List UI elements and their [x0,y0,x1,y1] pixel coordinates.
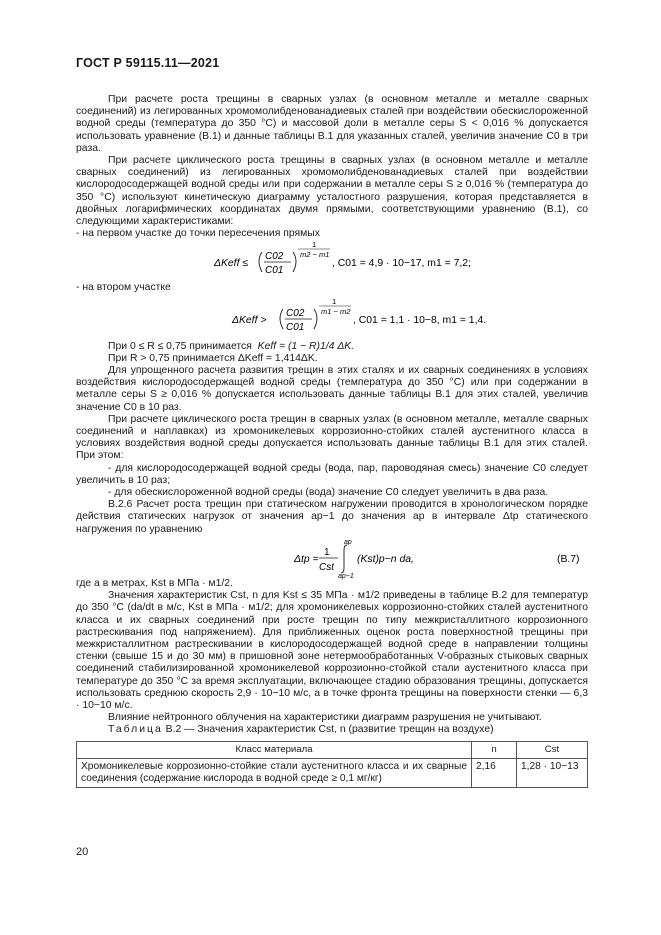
table-caption [76,724,588,736]
r-low-prefix: При 0 ≤ R ≤ 0,75 принимается [108,340,252,352]
paragraph: В.2.6 Расчет роста трещин при статическом нагружении проводится в хронологическом порядке действия статических нагрузок от значения ap−1 до значения ap в интервале Δtp статического нагружения по уравнению [76,499,588,535]
table-header-row [77,741,588,758]
exponent-denominator: m2 − m1 [300,250,330,260]
page-number: 20 [76,846,89,858]
table-caption-prefix: Таблица [108,724,163,736]
fraction-numerator: C02 [286,307,305,319]
paragraph-r-low [76,341,588,353]
paragraph: - на первом участке до точки пересечения прямых [76,228,320,240]
paren-left [280,309,283,329]
header-cst: Cst [517,741,588,758]
formula-b7-svg [76,540,588,578]
table-b2 [76,741,588,788]
fraction-numerator: 1 [324,546,330,558]
cell-cst: 1,28 · 10−13 [517,758,588,787]
formula-keff: Keff = (1 − R)1/4 ΔK. [257,340,355,352]
exponent-numerator: 1 [312,240,317,250]
page-content [76,94,588,788]
table-row [77,758,588,787]
formula-number: (В.7) [557,553,580,565]
exponent-numerator: 1 [332,296,337,306]
document-header: ГОСТ Р 59115.11—2021 [76,56,220,70]
paragraph: - для обескислороженной водной среды (вода) значение C0 следует увеличить в два раза. [108,487,549,499]
paragraph: - для кислородосодержащей водной среды (вода, пар, пароводяная смесь) значение C0 следует увеличить в 10 раз; [76,462,588,486]
formula-second-svg [76,295,588,341]
formula-first-svg [76,240,588,282]
exponent-denominator: m1 − m2 [321,306,351,316]
fraction-denominator: C01 [286,321,305,333]
header-n: n [472,741,517,758]
header-material: Класс материала [77,741,472,758]
paren-left [259,252,262,272]
paragraph: Влияние нейтронного облучения на характеристики диаграмм разрушения не учитывают. [108,712,542,724]
formula-second-section [76,295,588,341]
integral-lower-limit: ap−1 [338,572,354,580]
table-caption-text: В.2 — Значения характеристик Cst, n (развитие трещин на воздухе) [165,724,494,736]
paragraph: При R > 0,75 принимается ΔKeff = 1,414ΔK. [108,352,318,364]
fraction-numerator: C02 [265,251,284,263]
paragraph: - на втором участке [76,282,171,294]
paren-right [293,252,296,272]
paragraph: При расчете циклического роста трещин в сварных узлах (в основном металле, металле сварных соединений и наплавках) из хромоникелевых коррозионно-стойких сталей аустенитного класса в условиях воздействия водной среды допускается использовать данные таблицы В.1 для этих сталей. При этом: [76,413,588,462]
fraction-denominator: C01 [265,265,284,277]
formula-params: , C01 = 1,1 · 10−8, m1 = 1,4. [353,314,487,326]
paragraph: Для упрощенного расчета развития трещин в этих сталях и их сварных соединениях в условиях воздействия кислородосодержащей водной среды (температура до 350 °С) или при содержании в металле серы S ≥ 0,016 % допускается использовать данные таблицы В.1 для этих сталей, увеличив значение C0 в 10 раз. [76,365,588,413]
cell-material: Хромоникелевые коррозионно-стойкие стали аустенитного класса и их сварные соединения (содержание кислорода в водной среде ≥ 0,1 мг/кг) [77,758,472,787]
formula-lhs: Δtp = [294,553,319,565]
formula-lhs: ΔKeff ≤ [214,258,249,270]
paragraph: где a в метрах, Kst в МПа · м1/2. [76,577,233,589]
formula-params: , C01 = 4,9 · 10−17, m1 = 7,2; [332,258,471,270]
integrand: (Kst)p−n da, [357,553,414,565]
paragraph: При расчете циклического роста трещины в сварных узлах (в основном металле и металле сварных соединений) из легированных хромомолибденованадиевых сталей при воздействии кислородосодержащей водной среды или при содержании в металле серы S ≥ 0,016 % (температура до 350 °С) используют кинетическую диаграмму усталостного разрушения, которая представляется в двойных логарифмических координатах двумя прямыми, соответствующими уравнению (В.1), со следующими характеристиками: [76,155,588,228]
integral-upper-limit: ap [344,538,352,546]
fraction-denominator: Cst [319,561,334,573]
formula-b7 [76,540,588,578]
paragraph: При расчете роста трещины в сварных узлах (в основном металле и металле сварных соединений) из легированных хромомолибденованадиевых сталей при воздействии обескислороженной водной среды (температура до 350 °С) и массовой доли в металле серы S < 0,016 % допускается использовать уравнение (В.1) и данные таблицы В.1 для указанных сталей, увеличив значение C0 в три раза. [76,94,588,154]
formula-lhs: ΔKeff > [232,314,267,326]
paren-right [314,309,317,329]
integral-sign [341,545,347,573]
formula-first-section [76,240,588,282]
paragraph: Значения характеристик Cst, n для Kst ≤ 35 МПа · м1/2 приведены в таблице В.2 для температур до 350 °С (da/dt в м/с, Kst в МПа · м1/2; для хромоникелевых коррозионно-стойких сталей аустенитного класса и их сварных соединений при росте трещин по типу межкристаллитного коррозионного растрескивания под напряжением). Для приближенных оценок роста поверхностной трещины при межкристаллитном растрескивании в кислородосодержащей водной среде в направлении толщины стенки (свыше 15 и до 30 мм) в пришовной зоне нетермообработанных V-образных стыковых сварных соединений стабилизированной хромоникелевой коррозионно-стойкой стали аустенитного класса при температуре до 350 °С за время эксплуатации, включающее стадию образования трещины, допускается использовать среднюю скорость 2,9 · 10−10 м/с, а в точке фронта трещины на поверхности стенки — 6,3 · 10−10 м/с. [76,590,588,711]
cell-n: 2,16 [472,758,517,787]
